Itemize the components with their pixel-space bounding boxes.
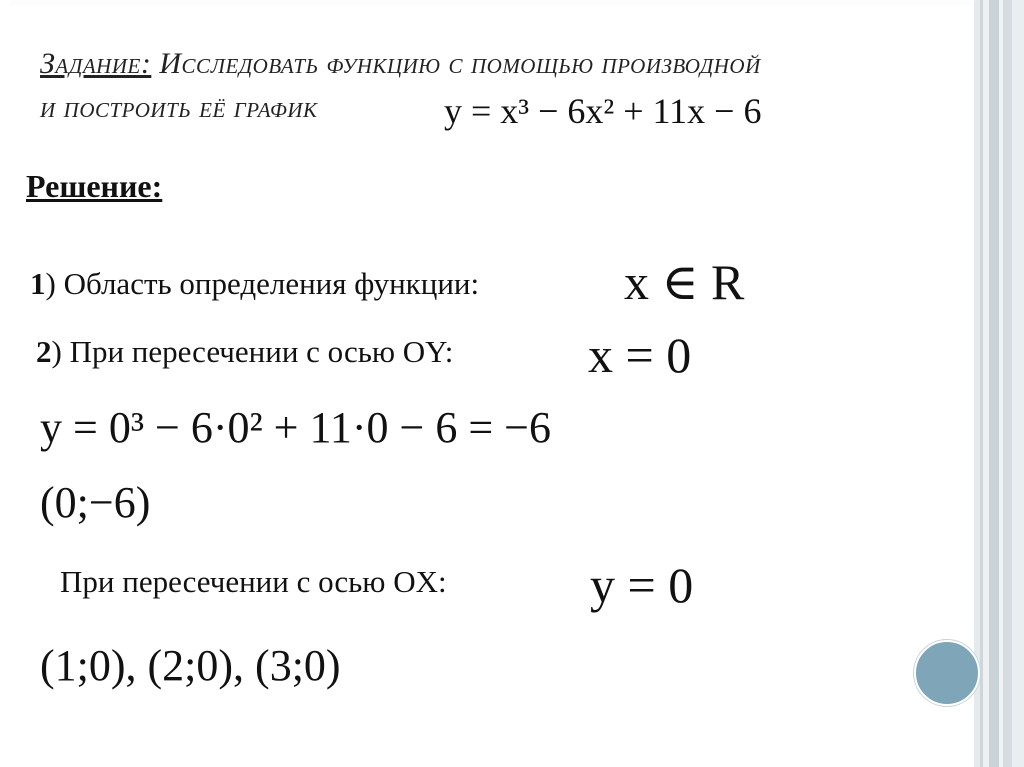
slide-left-border: [0, 0, 10, 767]
y-zero-formula: y = 0: [590, 557, 694, 613]
domain-formula: x ∈ R: [624, 254, 745, 310]
task-label: Задание:: [40, 47, 152, 80]
step2-label: ) При пересечении с осью OY:: [51, 334, 454, 369]
x-zero-formula: x = 0: [588, 327, 692, 383]
decorative-circle: [914, 640, 980, 706]
y-intercept-point: (0;−6): [40, 478, 151, 527]
step1-number: 1: [30, 266, 46, 301]
task-text-line2: и построить её график: [40, 91, 318, 124]
decorative-stripes: [974, 0, 1024, 767]
step1-label: ) Область определения функции:: [45, 266, 480, 301]
task-text-line1: Исследовать функцию с помощью производной: [151, 47, 761, 80]
step1-text: [30, 266, 479, 302]
step3-text: При пересечении с осью OX:: [60, 564, 447, 599]
solution-heading: Решение:: [26, 168, 163, 204]
task-formula: y = x³ − 6x² + 11x − 6: [444, 91, 762, 131]
y-intercept-calculation: y = 0³ − 6·0² + 11·0 − 6 = −6: [40, 403, 551, 452]
slide-top-border: [0, 0, 1024, 6]
step2-text: [36, 334, 453, 370]
step2-number: 2: [36, 334, 52, 369]
x-intercept-points: (1;0), (2;0), (3;0): [40, 641, 341, 690]
